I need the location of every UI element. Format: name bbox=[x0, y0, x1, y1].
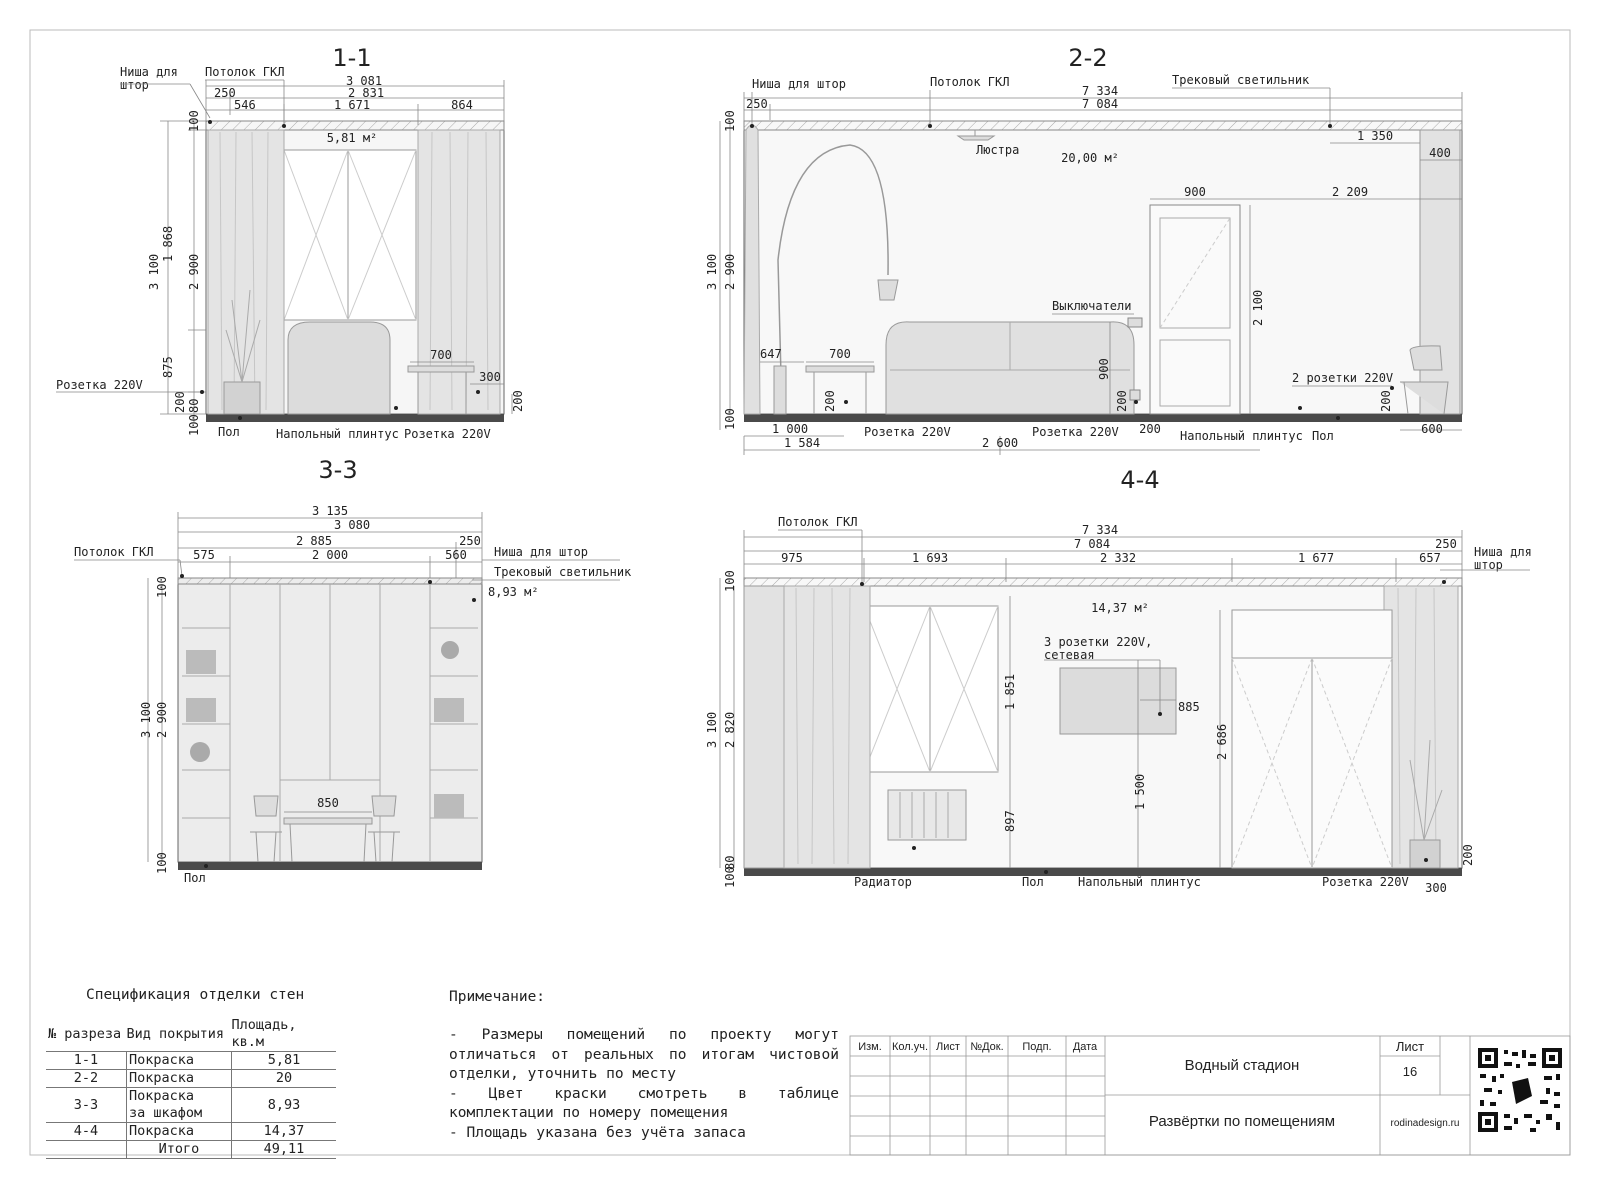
svg-text:Изм.: Изм. bbox=[858, 1041, 882, 1053]
svg-text:250: 250 bbox=[459, 534, 481, 548]
svg-text:3 100: 3 100 bbox=[147, 253, 161, 290]
svg-text:3 100: 3 100 bbox=[705, 253, 719, 290]
svg-text:250: 250 bbox=[1435, 537, 1457, 551]
svg-text:100: 100 bbox=[155, 852, 169, 874]
svg-text:700: 700 bbox=[430, 348, 452, 362]
project-name: Водный стадион bbox=[1184, 1057, 1300, 1074]
svg-text:600: 600 bbox=[1421, 422, 1443, 436]
svg-text:100: 100 bbox=[187, 110, 201, 132]
socket-label-left-1-1: Розетка 220V bbox=[56, 378, 143, 392]
baseboard-label-1-1: Напольный плинтус bbox=[276, 427, 399, 441]
sockets-label-4-4: 3 розетки 220V, сетевая bbox=[1044, 635, 1153, 662]
svg-text:850: 850 bbox=[317, 796, 339, 810]
svg-text:3 100: 3 100 bbox=[139, 701, 153, 738]
svg-text:1 000: 1 000 bbox=[771, 422, 809, 436]
svg-text:Подп.: Подп. bbox=[1022, 1041, 1052, 1053]
curtain-2-2 bbox=[744, 125, 760, 414]
qr-code bbox=[1476, 1046, 1564, 1134]
sockets-label-2-2: 2 розетки 220V bbox=[1292, 371, 1394, 385]
ceiling-gkl-2-2 bbox=[744, 121, 1462, 130]
chandelier-label-2-2: Люстра bbox=[976, 143, 1020, 157]
notes-title: Примечание: bbox=[449, 989, 546, 1005]
svg-text:2 000: 2 000 bbox=[311, 548, 349, 562]
wall-column-4-4 bbox=[744, 586, 784, 868]
sheet-label: Лист bbox=[1395, 1039, 1425, 1054]
svg-text:200: 200 bbox=[823, 390, 837, 412]
svg-text:1 671: 1 671 bbox=[333, 98, 371, 112]
table-3-3 bbox=[284, 818, 372, 824]
svg-text:900: 900 bbox=[1097, 358, 1111, 380]
svg-text:300: 300 bbox=[479, 370, 501, 384]
svg-text:1 851: 1 851 bbox=[1003, 673, 1017, 710]
note-item: - Площадь указана без учёта запаса bbox=[449, 1124, 746, 1141]
table-row: 1-1 Покраска 5,81 bbox=[46, 1052, 336, 1070]
svg-text:200: 200 bbox=[173, 391, 187, 413]
svg-text:100: 100 bbox=[723, 866, 737, 888]
svg-text:Кол.уч.: Кол.уч. bbox=[891, 1041, 929, 1053]
svg-text:250: 250 bbox=[746, 97, 768, 111]
niche-label-4-4: Ниша для штор bbox=[1474, 545, 1532, 572]
svg-text:100: 100 bbox=[723, 408, 737, 430]
window-1-1 bbox=[284, 150, 416, 320]
svg-text:546: 546 bbox=[234, 98, 256, 112]
svg-text:200: 200 bbox=[1379, 390, 1393, 412]
floor-3-3 bbox=[178, 862, 482, 870]
area-4-4: 14,37 м² bbox=[1091, 601, 1149, 615]
svg-text:200: 200 bbox=[1115, 390, 1129, 412]
ceiling-label-1-1: Потолок ГКЛ bbox=[205, 65, 285, 79]
svg-text:657: 657 bbox=[1419, 551, 1441, 565]
section-title-4-4: 4-4 bbox=[1120, 466, 1160, 494]
section-3-3-elevation bbox=[74, 456, 632, 885]
svg-text:2 831: 2 831 bbox=[347, 86, 385, 100]
svg-text:300: 300 bbox=[1425, 881, 1447, 895]
svg-text:560: 560 bbox=[445, 548, 467, 562]
svg-text:3 135: 3 135 bbox=[311, 504, 349, 518]
spec-header-coating: Вид покрытия bbox=[127, 1017, 232, 1052]
radiator-label-4-4: Радиатор bbox=[854, 875, 912, 889]
website: rodinadesign.ru bbox=[1390, 1118, 1460, 1129]
svg-text:875: 875 bbox=[161, 356, 175, 378]
svg-text:2 900: 2 900 bbox=[723, 253, 737, 290]
ceiling-label-2-2: Потолок ГКЛ bbox=[930, 75, 1010, 89]
niche-label-3-3: Ниша для штор bbox=[494, 545, 588, 559]
socket-label-4-4: Розетка 220V bbox=[1322, 875, 1409, 889]
note-item: - Цвет краски смотреть в таблице комплектации по номеру помещения bbox=[449, 1085, 839, 1121]
note-item: - Размеры помещений по проекту могут отличаться от реальных по итогам чистовой отделки, уточнить по месту bbox=[449, 1027, 839, 1082]
svg-text:900: 900 bbox=[1184, 185, 1206, 199]
baseboard-label-4-4: Напольный плинтус bbox=[1078, 875, 1201, 889]
svg-text:975: 975 bbox=[781, 551, 803, 565]
door-2-2 bbox=[1150, 205, 1240, 414]
switch-block-2-2 bbox=[1128, 318, 1142, 327]
wall-column-2-2 bbox=[1420, 130, 1460, 414]
svg-text:80: 80 bbox=[187, 398, 201, 413]
table-row: 4-4 Покраска 14,37 bbox=[46, 1123, 336, 1141]
table-row: 3-3 Покраска за шкафом 8,93 bbox=[46, 1088, 336, 1123]
spec-table bbox=[46, 1017, 336, 1159]
svg-text:Лист: Лист bbox=[936, 1041, 960, 1053]
section-4-4-elevation bbox=[705, 466, 1532, 895]
title-block-headers bbox=[858, 1041, 1098, 1053]
sheet-title: Развёртки по помещениям bbox=[1148, 1113, 1336, 1130]
floor-label-2-2: Пол bbox=[1312, 429, 1334, 443]
svg-text:2 900: 2 900 bbox=[187, 253, 201, 290]
coffee-table-2-2 bbox=[806, 366, 874, 372]
switches-label-2-2: Выключатели bbox=[1052, 299, 1132, 313]
floor-label-4-4: Пол bbox=[1022, 875, 1044, 889]
svg-text:1 693: 1 693 bbox=[911, 551, 949, 565]
svg-text:80: 80 bbox=[723, 855, 737, 870]
svg-text:7 084: 7 084 bbox=[1073, 537, 1111, 551]
svg-text:1 677: 1 677 bbox=[1297, 551, 1335, 565]
svg-text:1 584: 1 584 bbox=[783, 436, 821, 450]
section-title-1-1: 1-1 bbox=[332, 44, 372, 72]
svg-text:7 084: 7 084 bbox=[1081, 97, 1119, 111]
svg-text:2 209: 2 209 bbox=[1331, 185, 1369, 199]
floor-1-1 bbox=[206, 414, 504, 422]
svg-text:100: 100 bbox=[723, 110, 737, 132]
armchair-1-1 bbox=[288, 322, 390, 414]
svg-text:400: 400 bbox=[1429, 146, 1451, 160]
svg-text:1 868: 1 868 bbox=[161, 225, 175, 262]
svg-text:2 885: 2 885 bbox=[295, 534, 333, 548]
svg-text:2 686: 2 686 bbox=[1215, 723, 1229, 760]
table-row: 2-2 Покраска 20 bbox=[46, 1070, 336, 1088]
ceiling-gkl-1-1 bbox=[206, 121, 504, 130]
svg-text:3 100: 3 100 bbox=[705, 711, 719, 748]
svg-text:№Док.: №Док. bbox=[970, 1041, 1004, 1053]
decor-figure-3-3 bbox=[190, 742, 210, 762]
area-1-1: 5,81 м² bbox=[326, 131, 378, 145]
ceiling-label-3-3: Потолок ГКЛ bbox=[74, 545, 154, 559]
spec-header-section: № разреза bbox=[46, 1017, 127, 1052]
svg-text:575: 575 bbox=[193, 548, 215, 562]
svg-text:647: 647 bbox=[760, 347, 782, 361]
track-light-label-3-3: Трековый светильник bbox=[494, 565, 632, 579]
svg-text:3 081: 3 081 bbox=[345, 74, 383, 88]
svg-text:2 820: 2 820 bbox=[723, 711, 737, 748]
notes-list bbox=[449, 1026, 839, 1143]
svg-text:700: 700 bbox=[829, 347, 851, 361]
spec-total-row: Итого 49,11 bbox=[46, 1141, 336, 1159]
socket-label-right-1-1: Розетка 220V bbox=[404, 427, 491, 441]
socket-b-label-2-2: Розетка 220V bbox=[1032, 425, 1119, 439]
side-table-1-1 bbox=[408, 366, 474, 372]
floor-2-2 bbox=[744, 414, 1462, 422]
svg-text:7 334: 7 334 bbox=[1081, 523, 1119, 537]
section-2-2-elevation bbox=[705, 44, 1462, 455]
svg-text:100: 100 bbox=[723, 570, 737, 592]
svg-text:250: 250 bbox=[214, 86, 236, 100]
spec-title: Спецификация отделки стен bbox=[86, 987, 305, 1003]
svg-text:Дата: Дата bbox=[1072, 1041, 1098, 1053]
tv-panel-4-4 bbox=[1060, 668, 1176, 734]
svg-text:1 350: 1 350 bbox=[1356, 129, 1394, 143]
svg-text:2 100: 2 100 bbox=[1251, 289, 1265, 326]
floor-label-1-1: Пол bbox=[218, 425, 240, 439]
baseboard-label-2-2: Напольный плинтус bbox=[1180, 429, 1303, 443]
plant-pot-4-4 bbox=[1410, 840, 1440, 868]
svg-text:2 332: 2 332 bbox=[1099, 551, 1137, 565]
spec-header-area: Площадь, кв.м bbox=[232, 1017, 337, 1052]
spec-header-row bbox=[46, 1017, 336, 1052]
svg-text:7 334: 7 334 bbox=[1081, 84, 1119, 98]
svg-text:200: 200 bbox=[1139, 422, 1161, 436]
section-title-2-2: 2-2 bbox=[1068, 44, 1108, 72]
niche-label-1-1: Ниша для штор bbox=[120, 65, 178, 92]
svg-text:2 600: 2 600 bbox=[981, 436, 1019, 450]
area-2-2: 20,00 м² bbox=[1061, 151, 1119, 165]
sheet-number: 16 bbox=[1402, 1064, 1418, 1079]
niche-label-2-2: Ниша для штор bbox=[752, 77, 846, 91]
window-4-4 bbox=[864, 606, 998, 772]
socket-a-label-2-2: Розетка 220V bbox=[864, 425, 951, 439]
svg-text:200: 200 bbox=[511, 390, 525, 412]
svg-text:897: 897 bbox=[1003, 810, 1017, 832]
floor-label-3-3: Пол bbox=[184, 871, 206, 885]
plant-pot-1-1 bbox=[224, 382, 260, 414]
svg-text:100: 100 bbox=[155, 576, 169, 598]
section-1-1-elevation bbox=[56, 44, 525, 441]
svg-text:100: 100 bbox=[187, 414, 201, 436]
track-light-label-2-2: Трековый светильник bbox=[1172, 73, 1310, 87]
svg-text:200: 200 bbox=[1461, 844, 1475, 866]
svg-text:2 900: 2 900 bbox=[155, 701, 169, 738]
area-3-3: 8,93 м² bbox=[488, 585, 539, 599]
curtain-left-1-1 bbox=[208, 130, 284, 414]
section-title-3-3: 3-3 bbox=[318, 456, 358, 484]
svg-text:864: 864 bbox=[451, 98, 473, 112]
title-block bbox=[850, 1036, 1570, 1155]
svg-text:1 500: 1 500 bbox=[1133, 773, 1147, 810]
svg-text:885: 885 bbox=[1178, 700, 1200, 714]
svg-text:3 080: 3 080 bbox=[333, 518, 371, 532]
ceiling-label-4-4: Потолок ГКЛ bbox=[778, 515, 858, 529]
